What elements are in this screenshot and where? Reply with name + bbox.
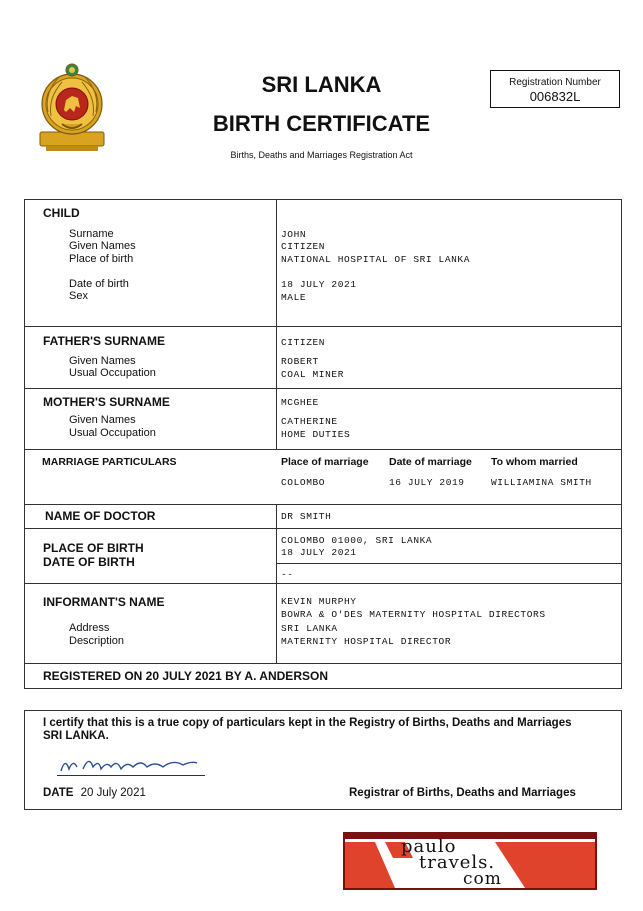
logo-text-line3: com — [463, 869, 502, 889]
column-divider — [276, 200, 277, 450]
marriage-heading: MARRIAGE PARTICULARS — [42, 456, 177, 468]
row-divider — [25, 583, 621, 584]
father-occupation-label: Usual Occupation — [69, 367, 156, 379]
child-place-label: Place of birth — [69, 253, 134, 265]
child-surname-label: Surname — [69, 228, 114, 240]
registration-number-box — [490, 70, 620, 108]
birth-extra-value: -- — [281, 569, 294, 580]
registered-line: REGISTERED ON 20 JULY 2021 BY A. ANDERSON — [43, 669, 328, 683]
row-divider — [25, 504, 621, 505]
date-label: DATE — [43, 787, 74, 799]
paulo-travels-logo — [343, 832, 597, 890]
informant-heading: INFORMANT'S NAME — [43, 595, 165, 609]
informant-org-value: BOWRA & O'DES MATERNITY HOSPITAL DIRECTORS — [281, 609, 546, 620]
row-divider — [25, 326, 621, 327]
informant-address-value: SRI LANKA — [281, 623, 338, 634]
child-place-value: NATIONAL HOSPITAL OF SRI LANKA — [281, 254, 471, 265]
informant-description-label: Description — [69, 635, 125, 647]
child-given-value: CITIZEN — [281, 241, 326, 252]
child-sex-value: MALE — [281, 292, 307, 303]
informant-name-value: KEVIN MURPHY — [281, 596, 357, 607]
child-given-label: Given Names — [69, 240, 136, 252]
certification-statement-country: SRI LANKA. — [43, 730, 109, 742]
child-dob-label: Date of birth — [69, 278, 129, 290]
logo-text-line1: paulo — [401, 836, 457, 857]
birth-date-value: 18 JULY 2021 — [281, 547, 357, 558]
father-given-label: Given Names — [69, 355, 136, 367]
certification-statement: I certify that this is a true copy of particulars kept in the Registry of Births, Deaths and Marriages — [43, 717, 572, 729]
particulars-table — [24, 199, 622, 689]
logo-text-line2: travels. — [419, 852, 496, 873]
father-given-value: ROBERT — [281, 356, 319, 367]
marriage-date-column: Date of marriage — [389, 456, 472, 468]
certification-box — [24, 710, 622, 810]
mother-heading: MOTHER'S SURNAME — [43, 395, 170, 409]
birth-date-heading: DATE OF BIRTH — [43, 555, 135, 569]
column-divider — [276, 504, 277, 663]
father-heading: FATHER'S SURNAME — [43, 334, 165, 348]
mother-surname-value: MCGHEE — [281, 397, 319, 408]
marriage-whom-column: To whom married — [491, 456, 578, 468]
child-dob-value: 18 JULY 2021 — [281, 279, 357, 290]
title-country: SRI LANKA — [261, 72, 382, 97]
birth-place-value: COLOMBO 01000, SRI LANKA — [281, 535, 433, 546]
mother-given-value: CATHERINE — [281, 416, 338, 427]
child-sex-label: Sex — [69, 290, 88, 302]
marriage-place-value: COLOMBO — [281, 477, 326, 488]
row-divider — [25, 449, 621, 450]
birth-place-heading: PLACE OF BIRTH — [43, 541, 144, 555]
date-value: 20 July 2021 — [80, 787, 146, 799]
marriage-date-value: 16 JULY 2019 — [389, 477, 465, 488]
registrar-title: Registrar of Births, Deaths and Marriages — [349, 787, 576, 799]
cell-divider — [276, 563, 621, 564]
father-surname-value: CITIZEN — [281, 337, 326, 348]
row-divider — [25, 388, 621, 389]
doctor-heading: NAME OF DOCTOR — [45, 509, 156, 523]
doctor-name-value: DR SMITH — [281, 511, 332, 522]
father-occupation-value: COAL MINER — [281, 369, 345, 380]
registration-label: Registration Number — [509, 77, 601, 88]
marriage-place-column: Place of marriage — [281, 456, 369, 468]
child-surname-value: JOHN — [281, 229, 307, 240]
row-divider — [25, 528, 621, 529]
mother-occupation-label: Usual Occupation — [69, 427, 156, 439]
registration-number: 006832L — [529, 89, 581, 104]
marriage-whom-value: WILLIAMINA SMITH — [491, 477, 592, 488]
signature-line — [57, 775, 205, 776]
title-document: BIRTH CERTIFICATE — [212, 111, 431, 136]
mother-given-label: Given Names — [69, 414, 136, 426]
child-heading: CHILD — [43, 206, 80, 220]
act-subtitle: Births, Deaths and Marriages Registration Act — [230, 150, 413, 160]
informant-description-value: MATERNITY HOSPITAL DIRECTOR — [281, 636, 452, 647]
signature — [55, 749, 205, 777]
certification-date — [43, 787, 146, 799]
row-divider — [25, 663, 621, 664]
mother-occupation-value: HOME DUTIES — [281, 429, 351, 440]
informant-address-label: Address — [69, 622, 110, 634]
